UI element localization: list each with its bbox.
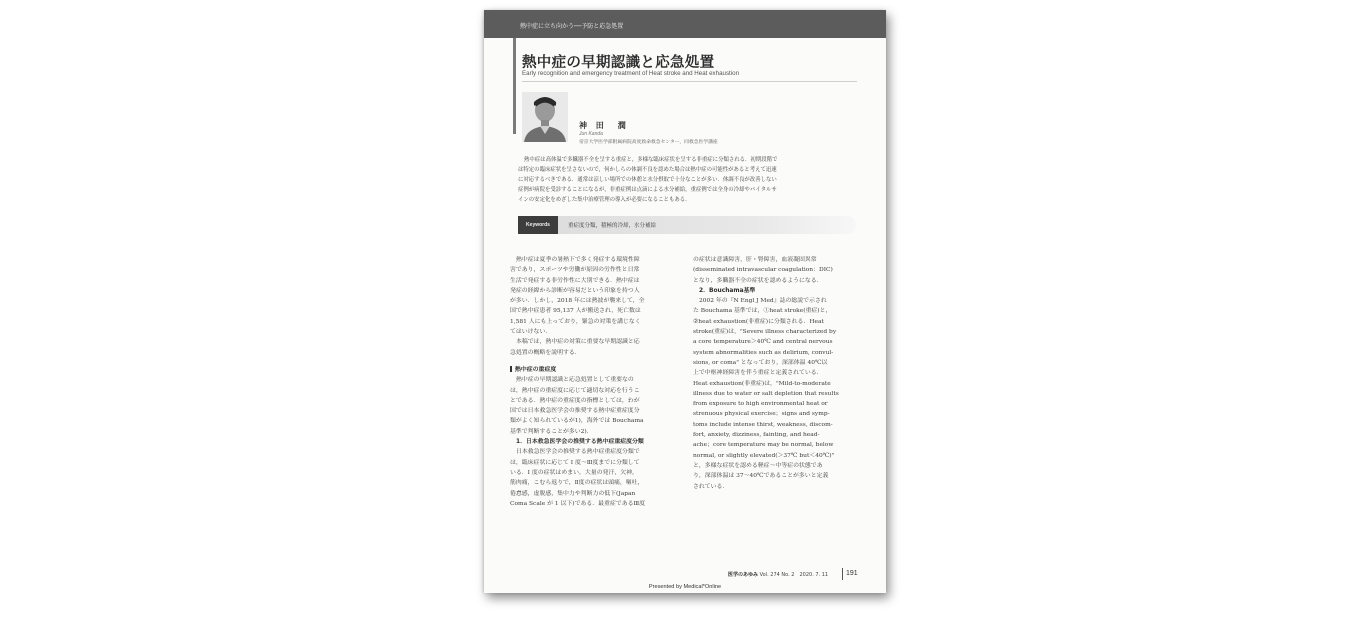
body-line: Heat exhaustion(非重症)は，"Mild-to-moderate xyxy=(693,380,831,387)
body-line: てはいけない． xyxy=(510,329,552,336)
body-line: されている． xyxy=(693,483,729,490)
body-line: 害であり，スポーツや労働が原因の労作性と日常 xyxy=(510,267,640,274)
series-label: 熱中症に立ち向かう──予防と応急処置 xyxy=(520,23,624,30)
body-line: 上で中枢神経障害を伴う重症と定義されている． xyxy=(693,370,823,377)
body-line: 基準で判断することが多い2)． xyxy=(510,428,593,435)
author-name: 神 田 潤 xyxy=(579,121,629,130)
body-line: 発症の経緯から診断が容易だという印象を持つ人 xyxy=(510,287,640,294)
article-subtitle: Early recognition and emergency treatment of Heat stroke and Heat exhaustion xyxy=(522,70,740,77)
body-line: 国では日本救急医学会の推奨する熱中症重症度分 xyxy=(510,408,640,415)
keywords-bar xyxy=(518,216,856,234)
footer-journal xyxy=(728,571,828,578)
subsection-heading: 1．日本救急医学会の推奨する熱中症重症度分類 xyxy=(516,439,644,446)
body-line: Coma Scale が 1 以下)である．最重症であるⅢ度 xyxy=(510,500,646,507)
body-line: from exposure to high environmental heat or xyxy=(693,401,828,408)
body-line: stroke(重症)は，"Severe illness characterized by xyxy=(693,329,837,336)
abstract-line: 熱中症は高体温で多臓器不全を呈する重症と，多様な臨床症状を呈する非重症に分類される．初期段階で xyxy=(524,157,778,163)
body-line: illness due to water or salt depletion that results xyxy=(693,390,839,397)
body-line: 倦怠感，虚脱感，集中力や判断力の低下(Japan xyxy=(510,490,636,497)
body-line: system abnormalities such as delirium, convul- xyxy=(693,349,834,356)
body-line: 熱中症の早期認識と応急処置として重要なの xyxy=(516,377,634,384)
body-line: いる．I 度の症状はめまい，大量の発汗，欠神， xyxy=(510,469,638,476)
body-line: となり，多臓器不全の症状を認めるようになる． xyxy=(693,277,823,284)
body-line: り，深部体温は 37～40℃であることが多いと定義 xyxy=(693,473,829,480)
author-photo xyxy=(522,92,568,142)
body-line: a core temperature＞40℃ and central nervous xyxy=(693,339,833,346)
section-heading: 熱中症の重症度 xyxy=(510,365,675,375)
body-line: normal, or slightly elevated(＞37℃ but＜40℃)" xyxy=(693,452,835,459)
body-line: 筋肉痛，こむら返りで，Ⅱ度の症状は頭痛，嘔吐， xyxy=(510,480,644,487)
abstract-line: に対応するべきである．通常は涼しい場所での休憩と水分摂取で十分なことが多い．体調不良が改善しない xyxy=(518,176,777,183)
body-column-left xyxy=(510,255,675,509)
author-roman-name: Jun Kanda xyxy=(579,131,603,137)
abstract xyxy=(518,156,858,206)
body-line: と，多様な症状を認める軽症～中等症の状態であ xyxy=(693,462,823,469)
body-line: 生活で発症する非労作性に大別できる．熱中症は xyxy=(510,277,640,284)
abstract-line: 症例が病院を受診することになるが，非重症例は点滴による水分補給，重症例では全身の冷却やバイタルサ xyxy=(518,186,777,193)
body-line: (disseminated intravascular coagulation：DIC) xyxy=(693,267,833,274)
abstract-line: インの安定化をめざした集中治療管理の導入が必要になることもある． xyxy=(518,196,691,203)
subsection-heading: 2．Bouchama基準 xyxy=(699,287,756,294)
series-header-bar xyxy=(484,10,886,38)
journal-issue: Vol. 274 No. 2 2020. 7. 11 xyxy=(759,572,829,578)
body-line: 日本救急医学会の推奨する熱中症重症度分類で xyxy=(516,449,640,456)
body-line: toms include intense thirst, weakness, discom- xyxy=(693,421,833,428)
body-line: 2002 年の『N Engl J Med』誌の総説で示され xyxy=(699,298,827,305)
journal-page xyxy=(484,10,886,593)
body-line: 本稿では，熱中症の対策に重要な早期認識と応 xyxy=(516,339,640,346)
body-line: は，臨床症状に応じて I 度～Ⅲ度までに分類して xyxy=(510,459,640,466)
body-line: fort, anxiety, dizziness, fainting, and head- xyxy=(693,432,820,439)
abstract-line: は特定の臨床症状を呈さないので，何かしらの体調不良を認めた場合は熱中症の可能性があると考えて迅速 xyxy=(518,166,777,173)
body-line: 類がよく知られているが1)，海外では Bouchama xyxy=(510,418,644,425)
page-number: 191 xyxy=(846,570,858,577)
keywords-text: 重症度分類，積極的冷却，水分補給 xyxy=(568,223,657,229)
title-divider xyxy=(522,81,857,82)
body-line: の症状は意識障害，肝・腎障害，血液凝固異常 xyxy=(693,257,817,263)
body-line: ②heat exhaustion(非重症)に分類される．Heat xyxy=(693,318,824,325)
keywords-label: Keywords xyxy=(518,216,558,234)
body-line: strenuous physical exercise；signs and symp- xyxy=(693,411,830,418)
body-line: が多い．しかし，2018 年には熱波が襲来して，全 xyxy=(510,298,645,305)
body-line: 急処置の概略を説明する． xyxy=(510,349,581,356)
body-line: ache；core temperature may be normal, below xyxy=(693,442,834,449)
article-title: 熱中症の早期認識と応急処置 xyxy=(522,55,715,71)
footer-separator xyxy=(842,568,843,580)
title-rule xyxy=(513,38,516,134)
body-line: た Bouchama 基準では，①heat stroke(重症)と， xyxy=(693,308,832,315)
body-line: sions, or coma" となっており，深部体温 40℃以 xyxy=(693,359,828,366)
body-line: とである．熱中症の重症度の指標としては，わが xyxy=(510,397,640,404)
body-line: 熱中症は夏季の暑熱下で多く発症する環境性障 xyxy=(516,257,640,263)
journal-name: 医学のあゆみ xyxy=(728,572,759,578)
author-affiliation: 帝京大学医学部附属病院高度救命救急センター，同救急医学講座 xyxy=(579,140,718,145)
body-column-right xyxy=(693,255,858,492)
body-line: 国で熱中症患者 95,137 人が搬送され，死亡数は xyxy=(510,308,641,315)
body-line: 1,581 人にも上っており，緊急の対策を講じなく xyxy=(510,318,641,325)
presented-by: Presented by Medical*Online xyxy=(648,584,722,590)
body-line: は，熱中症の重症度に応じて適切な対応を行うこ xyxy=(510,387,640,394)
